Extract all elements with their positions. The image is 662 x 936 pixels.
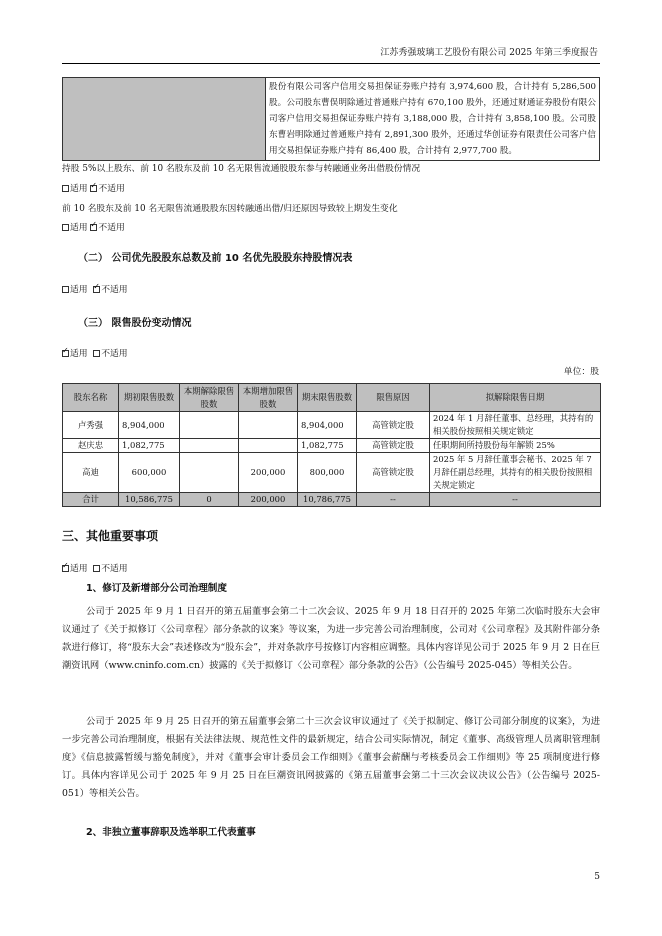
header-divider bbox=[62, 63, 600, 64]
col-header-opening: 期初限售股数 bbox=[119, 384, 180, 412]
item-1-heading: 1、修订及新增部分公司治理制度 bbox=[86, 583, 227, 594]
col-header-release-date: 拟解除限售日期 bbox=[430, 384, 601, 412]
checkbox-checked-icon bbox=[93, 286, 100, 293]
table-row: 高迪 600,000 200,000 800,000 高管锁定股 2025 年 5 月辞任董事会秘书、2025 年 7 月辞任副总经理，其持有的相关股份按照相关规定锁定 bbox=[63, 453, 601, 493]
lending-line-2: 前 10 名股东及前 10 名无限售流通股股东因转融通出借/归还原因导致较上期发生变化 bbox=[62, 204, 398, 214]
part-3-heading: 三、其他重要事项 bbox=[62, 529, 159, 543]
checkbox-unchecked-icon bbox=[62, 224, 69, 231]
table-row: 卢秀强 8,904,000 8,904,000 高管锁定股 2024 年 1 月辞任董事、总经理，其持有的相关股份按照相关规定锁定 bbox=[63, 412, 601, 439]
unit-label: 单位：股 bbox=[563, 367, 599, 377]
item-2-heading: 2、非独立董事辞职及选举职工代表董事 bbox=[86, 827, 256, 838]
shareholder-notes-table bbox=[62, 77, 600, 161]
checkbox-unchecked-icon bbox=[93, 350, 100, 357]
report-header-title: 江苏秀强玻璃工艺股份有限公司 2025 年第三季度报告 bbox=[380, 48, 598, 58]
table-header-row bbox=[63, 384, 601, 412]
col-header-increased: 本期增加限售股数 bbox=[239, 384, 298, 412]
section-2-heading: （二） 公司优先股股东总数及前 10 名优先股股东持股情况表 bbox=[78, 253, 353, 264]
checkbox-unchecked-icon bbox=[93, 565, 100, 572]
checkbox-unchecked-icon bbox=[62, 286, 69, 293]
col-header-reason: 限售原因 bbox=[357, 384, 430, 412]
section-2-options: 适用 ✓ 不适用 bbox=[62, 284, 128, 297]
checkbox-checked-icon bbox=[62, 565, 69, 572]
checkbox-checked-icon bbox=[90, 185, 97, 192]
table-gray-cell bbox=[63, 78, 266, 161]
table-total-row: 合计 10,586,775 0 200,000 10,786,775 -- -- bbox=[63, 493, 601, 507]
section-3-options: ✓适用 不适用 bbox=[62, 348, 128, 361]
item-1-paragraph-2: 公司于 2025 年 9 月 25 日召开的第五届董事会第二十三次会议审议通过了《关于拟制定、修订公司部分制度的议案》，为进一步完善公司治理制度，根据有关法律法规、规范性文件的最新规定，结合公司实际情况，制定《董事、高级管理人员离职管理制度》《信息披露暂缓与豁免制度》，并对《董事会审计委员会工作细则》《董事会薪酬与考核委员会工作细则》等 25 项制度进行修订。具体内容详见公司于 2025 年 9 月 25 日在巨潮资讯网披露的《第五届董事会第二十三次会议决议公告》（公告编号 2025-051）等相关公告。 bbox=[62, 716, 600, 799]
part-3-options: ✓适用 不适用 bbox=[62, 563, 128, 576]
table-row: 赵庆忠 1,082,775 1,082,775 高管锁定股 任职期间所持股份每年解锁 25% bbox=[63, 439, 601, 453]
checkbox-unchecked-icon bbox=[62, 185, 69, 192]
checkbox-checked-icon bbox=[62, 350, 69, 357]
col-header-released: 本期解除限售股数 bbox=[180, 384, 239, 412]
checkbox-checked-icon bbox=[90, 224, 97, 231]
page-number: 5 bbox=[594, 872, 600, 882]
shareholder-note-text: 股份有限公司客户信用交易担保证券账户持有 3,974,600 股，合计持有 5,286,500 股。公司股东曹俣明除通过普通账户持有 670,100 股外，还通过财通证券股份有限公司客户信用交易担保证券账户持有 3,188,000 股，合计持有 3,858,100 股。公司股东曹岩明除通过普通账户持有 2,891,300 股外，还通过华创证券有限责任公司客户信用交易担保证券账户持有 86,400 股，合计持有 2,977,700 股。 bbox=[266, 78, 600, 161]
lending-line-1-options: 适用 ✓ 不适用 bbox=[62, 183, 125, 196]
col-header-closing: 期末限售股数 bbox=[298, 384, 357, 412]
lending-line-2-options: 适用 ✓ 不适用 bbox=[62, 222, 125, 235]
col-header-shareholder: 股东名称 bbox=[63, 384, 119, 412]
section-3-heading: （三） 限售股份变动情况 bbox=[78, 318, 192, 329]
item-1-paragraph-1: 公司于 2025 年 9 月 1 日召开的第五届董事会第二十二次会议、2025 年 9 月 18 日召开的 2025 年第二次临时股东大会审议通过了《关于拟修订〈公司章程〉部分条款的议案》等议案，为进一步完善公司治理制度，公司对《公司章程》及其附件部分条款进行修订，将“股东大会”表述修改为“股东会”，并对条款序号按修订内容相应调整。具体内容详见公司于 2025 年 9 月 2 日在巨潮资讯网（www.cninfo.com.cn）披露的《关于拟修订〈公司章程〉部分条款的公告》（公告编号 2025-045）等相关公告。 bbox=[62, 606, 600, 671]
lending-line-1: 持股 5%以上股东、前 10 名股东及前 10 名无限售流通股股东参与转融通业务出借股份情况 bbox=[62, 164, 421, 174]
restricted-shares-table bbox=[62, 383, 601, 507]
